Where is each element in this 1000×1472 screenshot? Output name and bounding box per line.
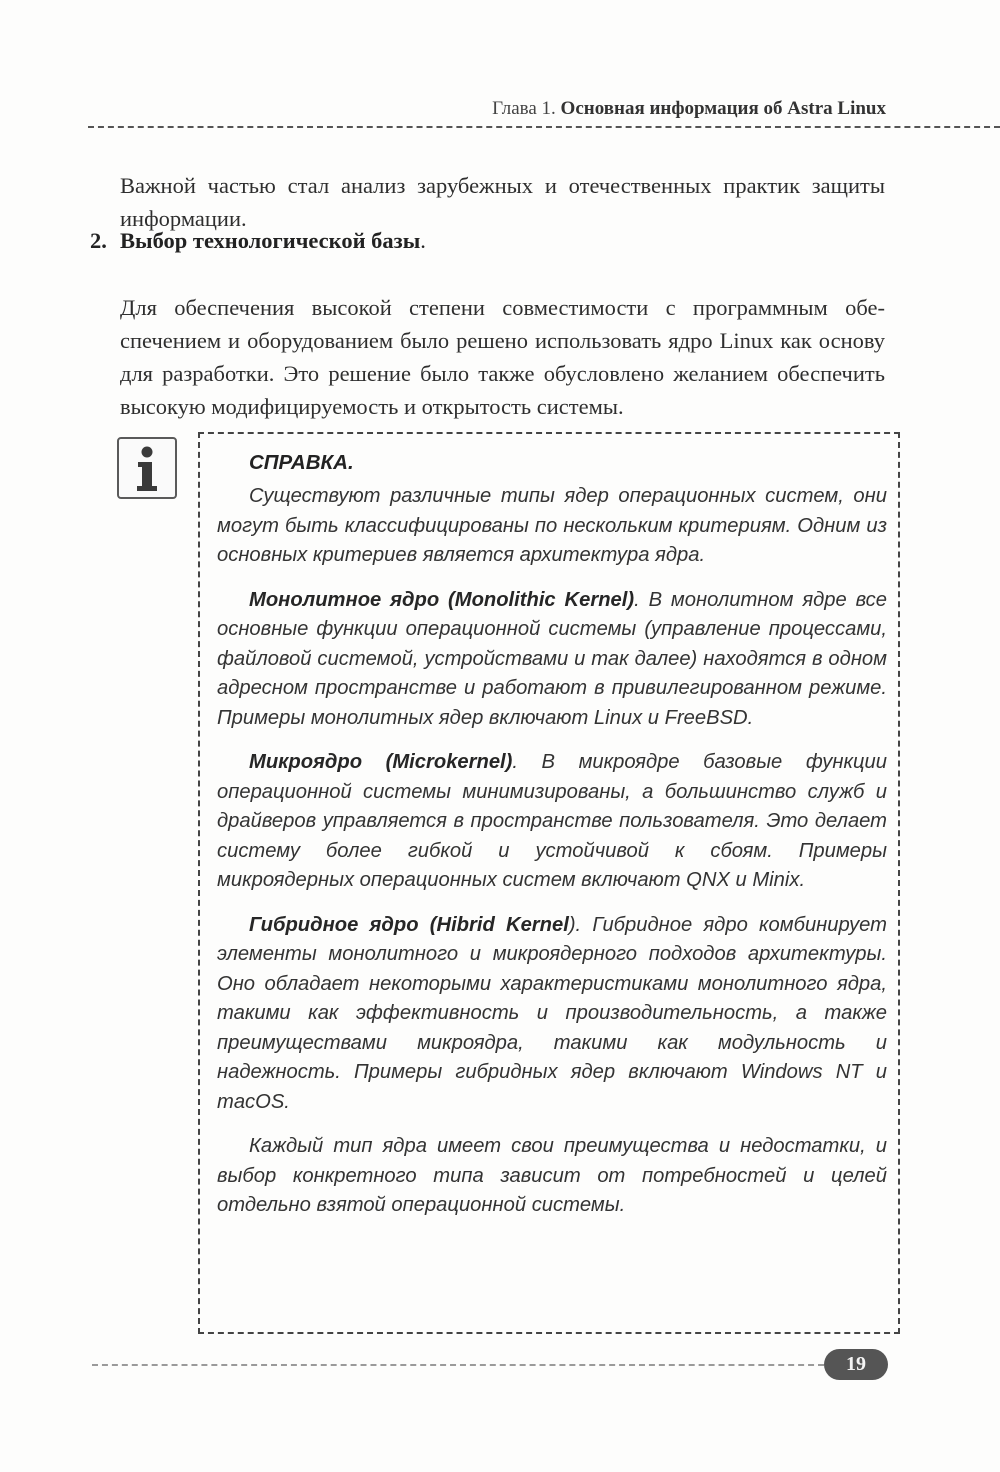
section-heading-period: . [420, 228, 426, 253]
section-heading-text: Выбор технологической базы [120, 228, 421, 253]
page-number-badge: 19 [824, 1349, 888, 1380]
hybrid-term: Гибридное ядро (Hibrid Kernel [249, 913, 569, 936]
section-number: 2. [90, 228, 107, 253]
body-paragraph-2: Для обеспечения высокой степени совместимости с программным обеспечением и оборудованием было решено использовать ядро Linux как основу для разработки. Это решение было также обусловлено желанием обеспечить высокую модифицируемость и открытость системы. [120, 294, 885, 419]
monolithic-term: Монолитное ядро (Monolithic Kernel) [249, 588, 635, 611]
info-glyph [119, 439, 175, 497]
reference-box [198, 432, 900, 1334]
monolithic-text: . В монолитном ядре все основные функции операционной системы (управление процессами, файловой системой, устройствами и так далее) находятся в одном адресном пространстве и работают в привилегированном режиме. Примеры монолитных ядер включают Linux и FreeBSD. [217, 588, 888, 729]
header-divider [88, 126, 1000, 128]
running-header [492, 98, 886, 120]
chapter-title: Основная информация об Astra Linux [560, 98, 886, 119]
reference-title: СПРАВКА. [249, 451, 354, 474]
reference-monolithic [217, 586, 887, 734]
microkernel-term: Микроядро (Microkernel) [249, 751, 513, 773]
reference-intro: Существуют различные типы ядер операционных систем, они могут быть классифицированы по нескольким критериям. Одним из основных критериев является архитектура ядра. [217, 485, 887, 566]
hybrid-text: ). Гибридное ядро комбинирует элементы монолитного и микроядерного подходов архитектуры. Оно обладает некоторыми характеристиками монолитного ядра, такими как эффективность и производительность, а также преимуществами микроядра, такими как модульность и надежность. Примеры гибридных ядер включают Windows NT и macOS. [217, 913, 887, 1113]
section-heading [90, 224, 426, 257]
footer-divider [92, 1364, 824, 1366]
reference-hybrid [217, 911, 887, 1118]
chapter-label: Глава 1. [492, 98, 556, 119]
reference-microkernel [217, 748, 887, 896]
body-paragraph-1: Важной частью стал анализ зарубежных и отечественных практик защиты информации. [120, 172, 885, 231]
reference-conclusion: Каждый тип ядра имеет свои преимущества и недостатки, и выбор конкретного типа зависит от потребностей и целей отдельно взятой операционной системы. [217, 1135, 887, 1216]
info-icon [117, 437, 177, 499]
microkernel-text: . В микроядре базовые функции операционной системы минимизированы, а большинство служб и драйверов управляется в пространстве пользователя. Это делает систему более гибкой и устойчивой к сбоям. Примеры микроядерных операционных систем включают QNX и Minix. [217, 751, 887, 891]
reference-content [217, 448, 887, 1221]
